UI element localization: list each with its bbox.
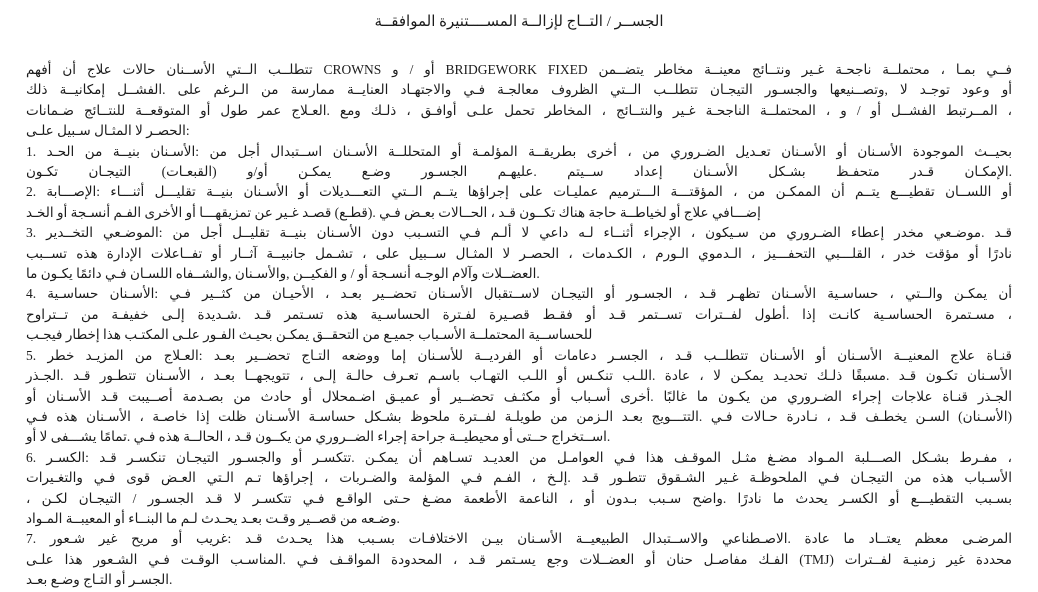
text-line: ، المــرتبط الفشــل أو / و ، المحتملــة الناجحـة غـير والنتــائج ، المخاطر تحمل علـى أوافـق ، ذلـك ومع .العـلاج عمر طول أو المتوقعــة للنتــائج ضـمانات xyxy=(26,102,1012,118)
text-line: ، مسـتمرة الحساسـية كانـت إذا .أطول لفــترات تســتمر قـد أو فقـط قصـيرة لفـترة الحساسـية هذه تسـتمر قـد .شـديدة إلـى خفيفـة من تــتراوح xyxy=(26,306,1012,322)
text-line: أو وعود توجـد لا ,وتصــنيعها والجسـور التيجـان تتطلــب الــتي الظروف معالجـة فـي والاجتهـاد العنايــة ممارسة من الـرغم على .الفشــل إمكانيــة ذلك xyxy=(26,82,1012,98)
document-title: الجســر / التــاج لإزالــة المســــتنيرة الموافقــة xyxy=(374,14,664,30)
text-line: الأسـباب هذه من التيجـان فـي الملحوظـة غـير الشـقوق تتطـور قـد .إلـخ ، الفـم فـي المؤلمة والضـربات ، إجراؤها تـم الـتي العـض قوى فـي والتغـيرات xyxy=(26,470,1012,486)
text-line: .الإمكـان قـدر متحفـظ بشـكل الأسـنان إعداد ســيتم .عليهـم الجسـور وضـع يمكـن أو/و (القبعـات) التيجـان تكـون xyxy=(26,164,1012,180)
document-body xyxy=(0,60,1038,591)
text-line: .اســتخراج حــتى أو محيطيــة جراحة إجراء الضــروري من يكــون قـد ، الحالــة هذه فـي .تمامًا يشـــفى لا أو xyxy=(26,429,611,445)
text-line: أن يمكـن والــتي ، حساسـية الأسـنان تظهـر قـد ، الجسـور أو التيجـان لاســتقبال الأسـنان تحضــير بعـد ، الأحيـان من كثــير فـي :الأسـنان حساسـية .4 xyxy=(26,286,1012,302)
text-line: للحساســية المحتملــة الأسـباب جميـع من التحقــق يمكـن بحيـث الفـور علـى المكتـب هذا إخطار فيجـب xyxy=(26,327,593,343)
text-line: .الجسـر أو التـاج وضـع بعـد xyxy=(26,572,173,588)
text-line: نادرًا أو مؤقت خدر ، القلـــبي التحفـــيز ، الـدموي الـورم ، الكـدمات ، الحصـر لا المثـال ســبيل على ، تشـمل جانبيــة آثــار أو تفــاعلات الإدارة هذه تســبب xyxy=(26,245,1012,261)
text-line: (الأسـنان) السـن يخطـف قـد ، نـادرة حـالات فـي .التتـــويج بعـد الـزمن من طويلـة لفــترة ملحوظ بشـكل حساسـة الأسـنان ظلت إذا خاصـة ، الأسـنان هذه فـي xyxy=(26,408,1012,424)
text-line: المرضـى معظم يعتــاد ما عادة .الاصـطناعي والاســتبدال الطبيعيــة الأسـنان بيـن الاختلافـات بسـبب هذا يحـدث قـد :غريب أو مريح غير شـعور .7 xyxy=(26,531,1012,547)
text-line: ، مفـرط بشـكل الصـــلبة المـواد مضـغ مثـل الموقـف هذا فـي العوامـل من العديـد تسـاهم أن يمكـن .تتكسـر أو والجسـور التيجـان تنكسـر قـد :الكسـر .6 xyxy=(26,449,1012,465)
text-line: بحيــث الموجودة الأسـنان أو الأسـنان تعـديل الضـروري من ، أخرى بطريقــة المؤلمـة أو المتحللــة الأسـنان اســتبدال أجل من :الأسـنان بنيــة من الحـد .1 xyxy=(26,143,1012,159)
text-line: أو اللســان تقطيـــع يتــم أن الممكـن من ، المؤقتـــة الـــترميم عمليـات على إجراؤها يتــم الــتي التعـــديلات أو الأسـنان بنيــة تقليـــل أثنـــاء :الإصـــابة .2 xyxy=(26,184,1012,200)
text-line: فــي بمـا ، محتملــة ناجحـة غـير ونتــائج معينــة مخاطر يتضــمن BRIDGEWORK FIXED أو / و CROWNS تتطلــب الــتي الأســنان حالات علاج أن أفهم xyxy=(26,62,1012,77)
text-line: قـد .موضـعي مخدر إعطاء الضـروري من سـيكون ، الإجراء أثنــاء لـه داعي لا ألـم فـي التسـبب دون الأسـنان بنيــة تقليــل أجل من :الموضـعي التخــدير .3 xyxy=(26,225,1012,241)
text-line: بسـبب التقطيـــع أو الكسـر يحدث ما نادرًا .واضح سـبب بـدون أو ، الناعمة الأطعمة مضـغ حـتى الواقـع فـي تتكسـر لا قـد الجسـور / التيجـان لكـن ، xyxy=(26,490,1012,506)
text-line: إضـــافي علاج أو لخياطــة حاجة هناك تكــون قـد ، الحــالات بعـض فـي .(قطـع) قصـد غـير عن تمزيقهـــا أو الأخرى الفـم أنسـجة أو الخـد xyxy=(26,204,761,220)
text-line: .وضـعه من قصــير وقـت بعـد يحـدث لـم ما البنــاء أو المعيبــة المـواد xyxy=(26,510,400,526)
text-line: محددة غير زمنيـة لفــترات (TMJ) الفـك مفاصـل حنان أو العضــلات وجع يسـتمر قـد ، المحدودة المواقـف فـي .المناسـب الوقـت فـي الشـعور هذا علـى xyxy=(26,551,1013,567)
text-line: الأسـنان تكـون قـد .مسبقًا ذلـك تحديـد يمكـن لا ، عادة .اللـب تنكـس أو اللـب التهـاب باسـم تعـرف حالـة إلـى ، تتويجهــا بعـد ، الأسـنان تتطـور قـد .الجـذر xyxy=(26,368,1012,384)
text-line: .العضــلات وآلام الوجـه أنسـجة أو / و الفكيــن ,والأسـنان ,والشــفاه اللسـان فـي دائمًا يكـون ما xyxy=(26,266,540,282)
text-line: الجـذر قنـاة علاجات إجراء الضـروري من يكـون ما غالبًا .أخرى أسـباب أو مكثـف تحضــير أو عميـق اضـمحلال أو حادث من بصـدمة أصــيبت قـد الأسـنان أو xyxy=(26,388,1012,404)
text-line: قنـاة علاج المعنيــة الأسـنان أو الأسـنان تتطلــب قـد ، الجسـر دعامات أو الفرديــة للأسـنان إما ووضعه التـاج تحضــير بعـد :العـلاج من المزيـد خطر .5 xyxy=(26,347,1012,363)
text-line: :الحصـر لا المثـال سـبيل علـى xyxy=(26,123,190,139)
